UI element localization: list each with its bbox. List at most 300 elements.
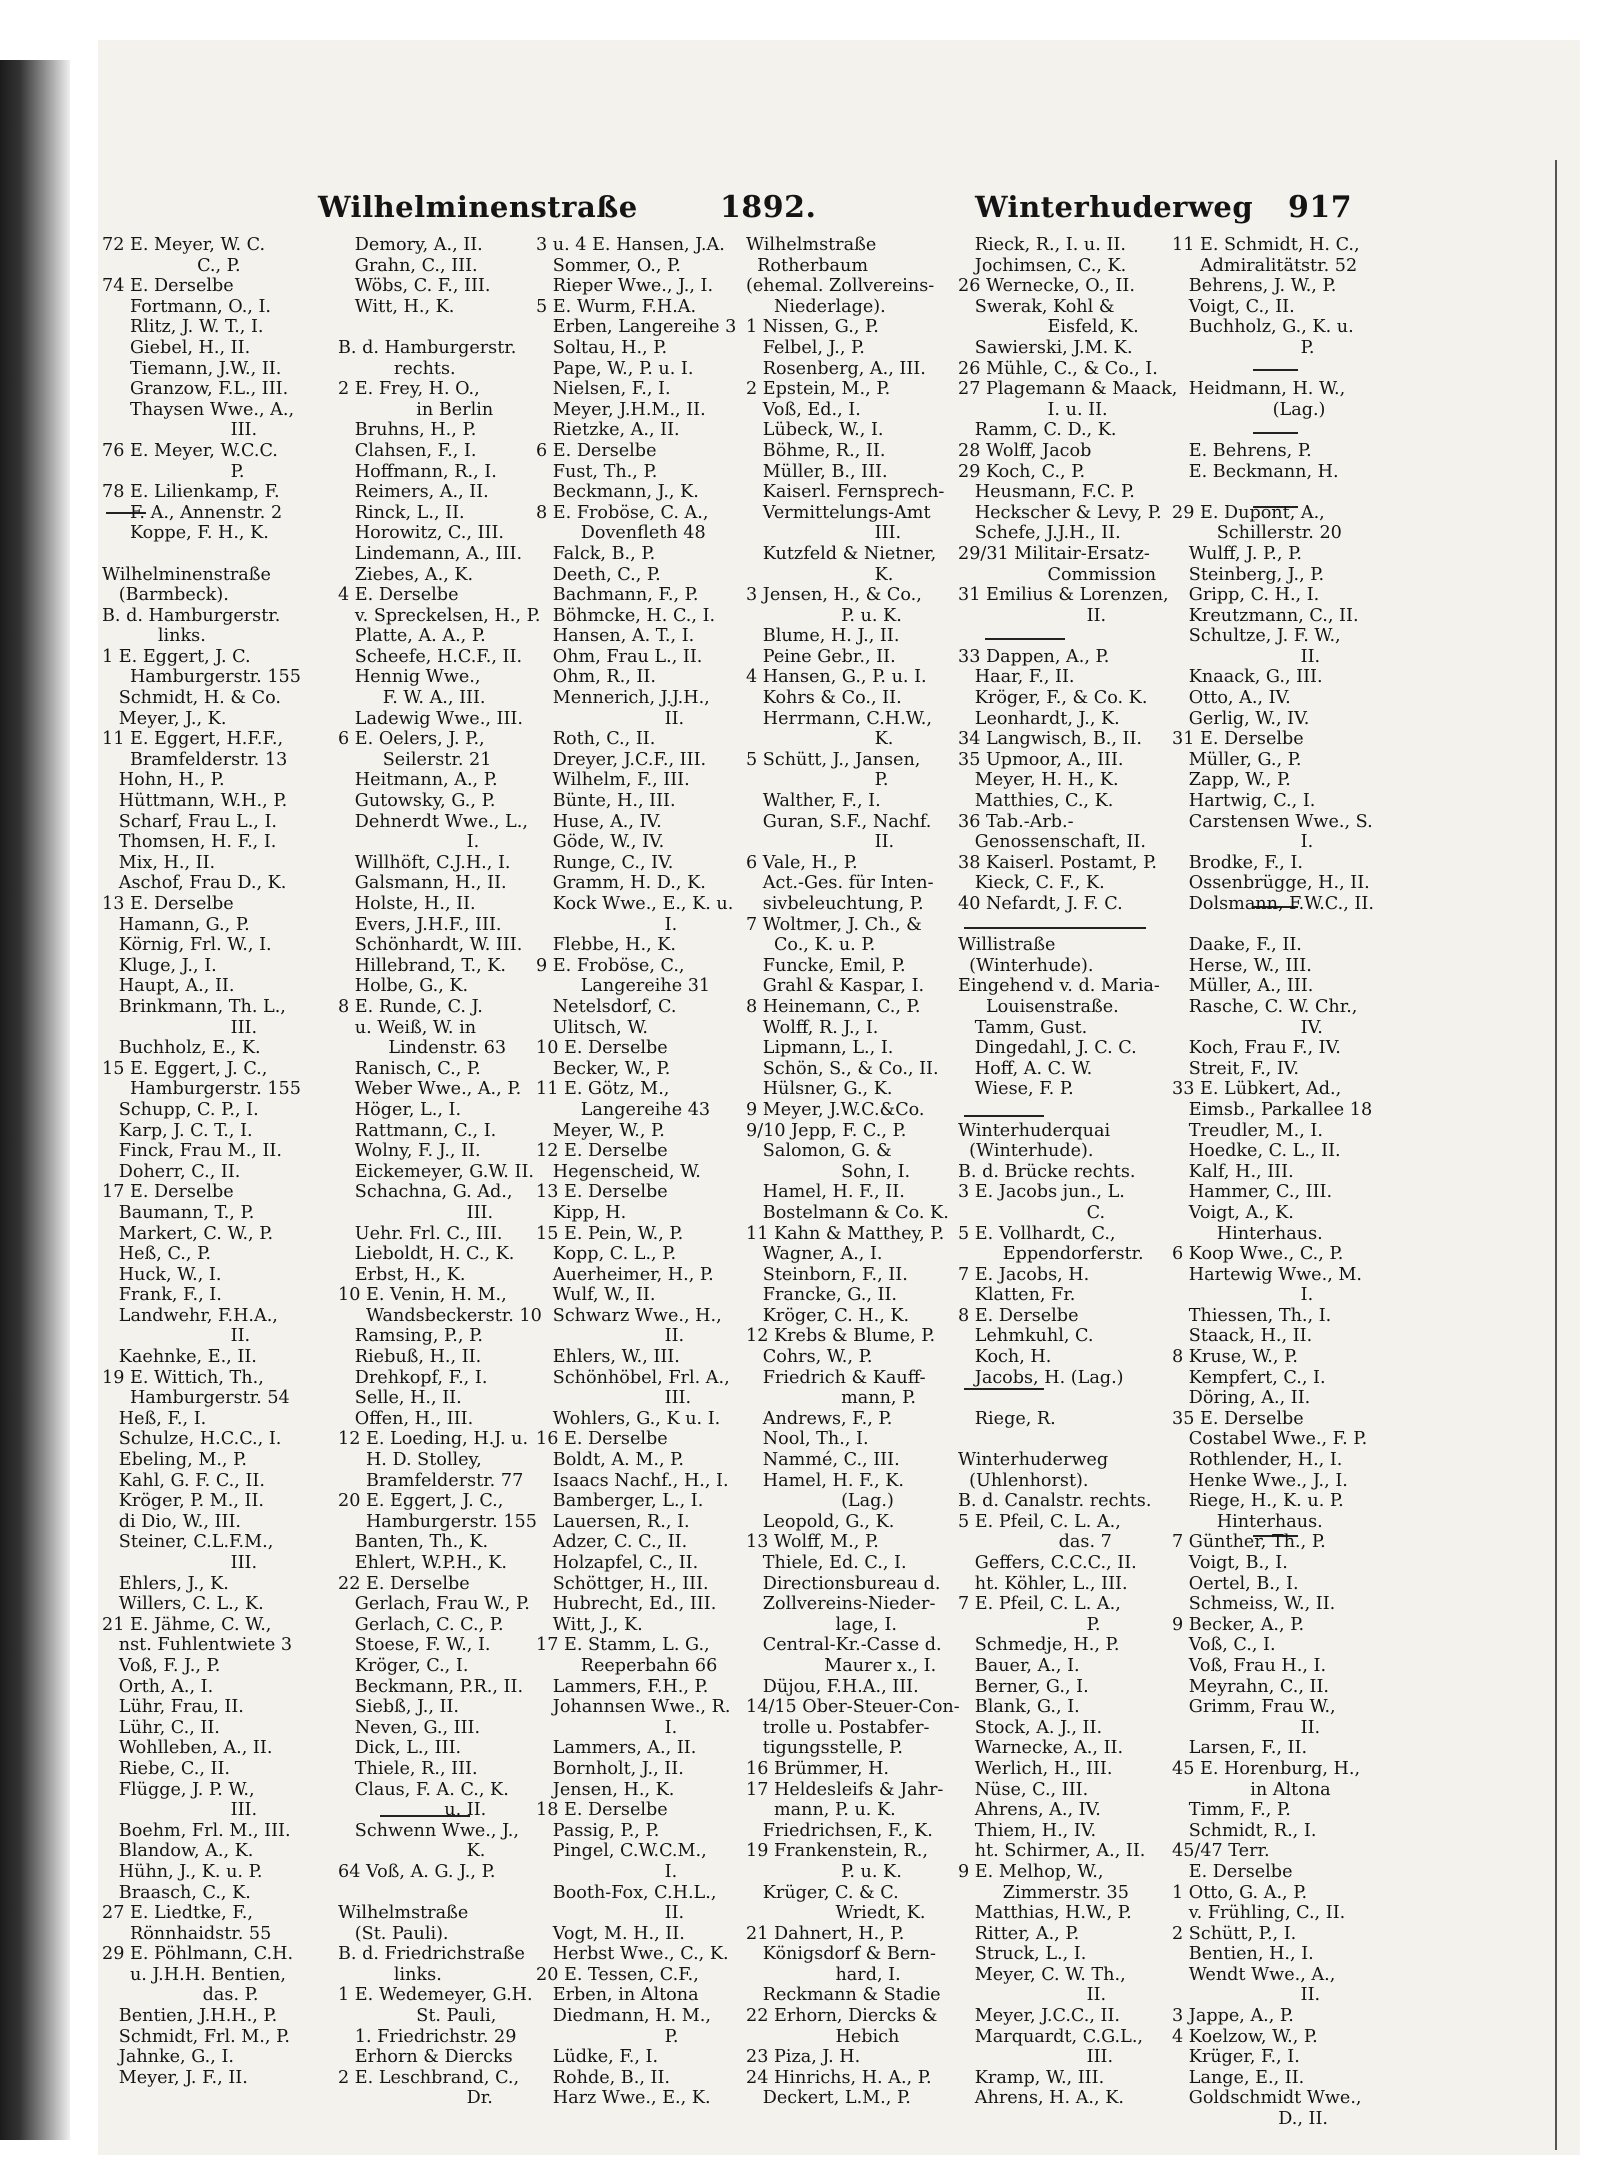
directory-line: K. (746, 729, 894, 750)
directory-line: Struck, L., I. (958, 1944, 1087, 1965)
directory-line: Zollvereins-Nieder- (746, 1594, 936, 1615)
directory-line: Hoedke, C. L., II. (1172, 1141, 1341, 1162)
directory-line: Wendt Wwe., A., (1172, 1964, 1336, 1985)
directory-line (102, 544, 314, 565)
directory-line: Kutzfeld & Nietner, (746, 543, 937, 564)
directory-line: 1 E. Eggert, J. C. (102, 646, 251, 667)
directory-line: Isaacs Nachf., H., I. (536, 1470, 729, 1491)
directory-line: Daake, F., II. (1172, 935, 1302, 956)
directory-line: Kock Wwe., E., K. u. (536, 894, 734, 914)
directory-line: u. Weiß, W. in (338, 1017, 477, 1038)
directory-line: 23 Piza, J. H. (746, 2047, 861, 2068)
directory-line: ht. Schirmer, A., II. (958, 1841, 1146, 1862)
directory-line: III. (102, 1553, 258, 1573)
directory-line: Grahn, C., III. (338, 255, 478, 276)
directory-line: (ehemal. Zollvereins- (746, 276, 935, 297)
directory-line: 45 E. Horenburg, H., (1172, 1758, 1361, 1779)
directory-line: in Berlin (338, 399, 494, 420)
directory-line: Diedmann, H. M., (536, 2006, 711, 2027)
directory-line: Höger, L., I. (338, 1099, 462, 1120)
directory-line: Louisenstraße. (958, 996, 1119, 1017)
directory-line: 5 E. Vollhardt, C., (958, 1223, 1116, 1244)
directory-line: P. (1172, 337, 1315, 358)
directory-line: 4 Koelzow, W., P. (1172, 2026, 1318, 2047)
directory-line: Eickemeyer, G.W. II. (338, 1161, 534, 1182)
directory-line: II. (536, 708, 685, 729)
directory-line: E. Behrens, P. (1172, 440, 1312, 461)
directory-line: Meyer, J., K. (102, 708, 227, 729)
directory-line (1172, 915, 1362, 936)
directory-line: Boehm, Frl. M., III. (102, 1820, 291, 1841)
directory-line: 29/31 Militair-Ersatz- (958, 543, 1150, 564)
directory-line: Dr. (338, 2088, 493, 2109)
directory-line: Gerlig, W., IV. (1172, 708, 1310, 729)
directory-line: 20 E. Tessen, C.F., (536, 1964, 699, 1985)
directory-line: Treudler, M., I. (1172, 1120, 1323, 1141)
directory-line: 3 Jensen, H., & Co., (746, 585, 922, 606)
directory-line: Bruhns, H., P. (338, 420, 477, 441)
directory-line: IV. (1172, 1017, 1323, 1038)
directory-line: Schulze, H.C.C., I. (102, 1429, 282, 1450)
directory-line: Wilhelmstraße (338, 1903, 469, 1924)
directory-line: K. (338, 1841, 486, 1862)
directory-line: 17 Heldesleifs & Jahr- (746, 1779, 944, 1800)
directory-line: Hoff, A. C. W. (958, 1058, 1093, 1079)
directory-line (958, 1429, 1145, 1450)
directory-line: Doherr, C., II. (102, 1161, 241, 1182)
directory-line: Granzow, F.L., III. (102, 379, 289, 400)
directory-line: Gerlach, Frau W., P. (338, 1594, 530, 1615)
directory-line: Lieboldt, H. C., K. (338, 1244, 515, 1265)
directory-line: 20 E. Eggert, J. C., (338, 1491, 504, 1512)
directory-line: Koch, Frau F., IV. (1172, 1038, 1341, 1059)
directory-line: Wiese, F. P. (958, 1079, 1074, 1100)
directory-line: Kopp, C. L., P. (536, 1244, 677, 1265)
directory-line: Huse, A., IV. (536, 811, 662, 832)
directory-line: 1 E. Wedemeyer, G.H. (338, 1985, 533, 2006)
directory-line: 17 E. Derselbe (102, 1182, 234, 1203)
directory-line: Meyer, J.H.M., II. (536, 399, 706, 420)
directory-line: Wriedt, K. (746, 1903, 926, 1924)
directory-line: Klatten, Fr. (958, 1285, 1076, 1306)
directory-line: Göde, W., IV. (536, 832, 665, 853)
directory-line: Francke, G., II. (746, 1285, 898, 1306)
directory-line: Streit, F., IV. (1172, 1058, 1300, 1079)
directory-line: Peine Gebr., II. (746, 646, 896, 667)
directory-line: 28 Wolff, Jacob (958, 440, 1092, 461)
directory-line: Gripp, C. H., I. (1172, 585, 1320, 606)
directory-line: 34 Langwisch, B., II. (958, 729, 1143, 750)
directory-line: (Uhlenhorst). (958, 1470, 1089, 1491)
directory-line: II. (1172, 646, 1321, 667)
directory-line: 9 E. Froböse, C., (536, 955, 685, 976)
directory-line: Erbst, H., K. (338, 1264, 466, 1285)
directory-line: 8 E. Derselbe (958, 1305, 1079, 1326)
directory-line: Kempfert, C., I. (1172, 1367, 1326, 1388)
directory-line: Seilerstr. 21 (338, 749, 492, 770)
directory-line: Oertel, B., I. (1172, 1573, 1299, 1594)
directory-line: Uehr. Frl. C., III. (338, 1223, 503, 1244)
directory-line: 35 E. Derselbe (1172, 1408, 1304, 1429)
directory-line: Ahrens, H. A., K. (958, 2088, 1124, 2109)
directory-line: Funcke, Emil, P. (746, 955, 906, 976)
directory-line: Lange, E., II. (1172, 2067, 1305, 2088)
directory-line: C. (958, 1202, 1106, 1223)
scan-binding-shadow (0, 60, 70, 2140)
running-head-year: 1892. (720, 190, 817, 225)
directory-line: Langereihe 31 (536, 976, 711, 997)
directory-line: Swerak, Kohl & (958, 296, 1115, 317)
directory-line: links. (338, 1964, 442, 1985)
directory-line: Wagner, A., I. (746, 1244, 883, 1265)
directory-line: Ossenbrügge, H., II. (1172, 873, 1370, 894)
directory-line: Passig, P., P. (536, 1820, 660, 1841)
directory-line: H. D. Stolley, (338, 1450, 482, 1471)
directory-line: Winterhuderquai (958, 1120, 1111, 1141)
directory-line: (Barmbeck). (102, 585, 229, 606)
directory-line: Jacobs, H. (Lag.) (958, 1367, 1124, 1388)
directory-line: Körnig, Frl. W., I. (102, 935, 272, 956)
directory-line: Langereihe 43 (536, 1099, 711, 1120)
directory-line: Kohrs & Co., II. (746, 688, 902, 709)
directory-line: P. (102, 461, 245, 482)
directory-line: Müller, A., III. (1172, 976, 1314, 997)
directory-line: Beckmann, J., K. (536, 482, 699, 503)
directory-line: P. (958, 1614, 1101, 1635)
directory-line: Lammers, F.H., P. (536, 1676, 709, 1697)
directory-line: 7 E. Pfeil, C. L. A., (958, 1594, 1121, 1615)
directory-line: 7 Woltmer, J. Ch., & (746, 914, 922, 935)
directory-line: Wilhelm, F., III. (536, 770, 690, 791)
directory-line: Ebeling, M., P. (102, 1450, 247, 1471)
directory-line: P. (746, 770, 889, 791)
directory-line: Schmidt, R., I. (1172, 1820, 1317, 1841)
directory-line: Kipp, H. (536, 1202, 627, 1223)
directory-line: 72 E. Meyer, W. C. (102, 235, 266, 255)
directory-line: B. d. Friedrichstraße (338, 1944, 525, 1965)
directory-line: Sawierski, J.M. K. (958, 337, 1133, 358)
directory-line: v. Spreckelsen, H., P. (338, 605, 541, 626)
directory-line: Hamel, H. F., II. (746, 1182, 905, 1203)
directory-line: Schupp, C. P., I. (102, 1099, 259, 1120)
directory-line: Schefe, J.J.H., II. (958, 523, 1121, 544)
directory-line: Deckert, L.M., P. (746, 2088, 911, 2109)
directory-line: Roth, C., II. (536, 729, 656, 750)
directory-line: 22 Erhorn, Diercks & (746, 2006, 938, 2027)
directory-line: Krüger, F., I. (1172, 2047, 1300, 2068)
directory-line: rechts. (338, 358, 456, 379)
directory-line: II. (746, 832, 895, 853)
directory-line: Thiessen, Th., I. (1172, 1305, 1332, 1326)
directory-line: Matthies, C., K. (958, 791, 1114, 812)
directory-line: Buchholz, G., K. u. (1172, 317, 1354, 338)
directory-line: Dreyer, J.C.F., III. (536, 749, 707, 770)
directory-line: B. d. Brücke rechts. (958, 1161, 1136, 1182)
directory-line: C., P. (102, 255, 241, 276)
directory-line: Rotherbaum (746, 255, 869, 276)
directory-line: Meyer, J. F., II. (102, 2067, 248, 2088)
directory-line: Siebß, J., II. (338, 1697, 460, 1718)
directory-line: Kröger, F., & Co. K. (958, 688, 1148, 709)
directory-line: K. (746, 564, 894, 585)
directory-line: III. (536, 1388, 692, 1409)
directory-line: 8 Kruse, W., P. (1172, 1347, 1298, 1368)
directory-line: Andrews, F., P. (746, 1408, 893, 1429)
directory-line: tigungsstelle, P. (746, 1738, 903, 1759)
running-head-right: Winterhuderweg (975, 190, 1254, 224)
directory-line: Giebel, H., II. (102, 337, 251, 358)
directory-line: Hennig Wwe., (338, 667, 481, 688)
directory-line: Finck, Frau M., II. (102, 1141, 282, 1162)
directory-line: Kröger, C. H., K. (746, 1305, 910, 1326)
directory-line: Deeth, C., P. (536, 564, 661, 585)
directory-line: Nool, Th., I. (746, 1429, 869, 1450)
directory-line: Hüttmann, W.H., P. (102, 791, 288, 812)
directory-line: 8 Heinemann, C., P. (746, 996, 921, 1017)
directory-line: sivbeleuchtung, P. (746, 894, 924, 914)
directory-line: Ohm, R., II. (536, 667, 656, 688)
directory-line: 15 E. Pein, W., P. (536, 1223, 684, 1244)
directory-line: 33 E. Lübkert, Ad., (1172, 1079, 1342, 1100)
page-number: 917 (1288, 190, 1353, 225)
directory-line: Flebbe, H., K. (536, 935, 677, 956)
page-right-edge (1555, 160, 1557, 2150)
directory-line: Ulitsch, W. (536, 1017, 648, 1038)
directory-line: I. (536, 914, 678, 935)
directory-line: Ladewig Wwe., III. (338, 708, 523, 729)
directory-line: Kahl, G. F. C., II. (102, 1470, 265, 1491)
directory-line: Schönhardt, W. III. (338, 935, 523, 956)
directory-line: Koppe, F. H., K. (102, 523, 269, 544)
directory-line: 7 E. Jacobs, H. (958, 1264, 1090, 1285)
directory-line: Erben, in Altona (536, 1985, 699, 2006)
directory-line: Schultze, J. F. W., (1172, 626, 1341, 647)
directory-line: 2 Epstein, M., P. (746, 379, 891, 400)
directory-line: Blank, G., I. (958, 1697, 1080, 1718)
directory-line: Bramfelderstr. 77 (338, 1470, 524, 1491)
directory-line: Harz Wwe., E., K. (536, 2088, 711, 2109)
directory-line: Wolff, R. J., I. (746, 1017, 879, 1038)
directory-line: Bentien, H., I. (1172, 1944, 1314, 1965)
directory-line: I. (536, 1717, 678, 1738)
directory-line: Geffers, C.C.C., II. (958, 1553, 1137, 1573)
directory-line: Rasche, C. W. Chr., (1172, 996, 1358, 1017)
directory-line: in Altona (1172, 1779, 1331, 1800)
directory-line: Otto, A., IV. (1172, 688, 1291, 709)
directory-line: Falck, B., P. (536, 543, 656, 564)
directory-column-3 (536, 235, 737, 2109)
directory-line: Voigt, B., I. (1172, 1553, 1288, 1573)
directory-line: Lühr, C., II. (102, 1717, 220, 1738)
directory-line: 19 E. Wittich, Th., (102, 1367, 264, 1388)
directory-line: Rinck, L., II. (338, 502, 465, 523)
directory-line: Heckscher & Levy, P. (958, 502, 1162, 523)
directory-line: Lammers, A., II. (536, 1738, 697, 1759)
directory-line: das. 7 (958, 1532, 1112, 1553)
directory-line: Gramm, H. D., K. (536, 873, 706, 894)
directory-line: Ehlers, J., K. (102, 1573, 229, 1594)
directory-line: Matthias, H.W., P. (958, 1903, 1132, 1924)
directory-line: Heitmann, A., P. (338, 770, 498, 791)
directory-line: u. J.H.H. Bentien, (102, 1964, 286, 1985)
directory-line: Riebe, C., II. (102, 1758, 231, 1779)
directory-line: Herrmann, C.H.W., (746, 708, 932, 729)
directory-line: Riege, R. (958, 1408, 1056, 1429)
directory-line: 12 E. Loeding, H.J. u. (338, 1429, 529, 1450)
directory-line: Sommer, O., P. (536, 255, 681, 276)
directory-line: Voigt, A., K. (1172, 1202, 1294, 1223)
directory-line: Aschof, Frau D., K. (102, 873, 287, 894)
directory-line: Lehmkuhl, C. (958, 1326, 1094, 1347)
directory-line: Salomon, G. & (746, 1141, 892, 1162)
directory-line: Lüdke, F., I. (536, 2047, 659, 2068)
directory-line: Act.-Ges. für Inten- (746, 873, 934, 894)
directory-line: Kröger, P. M., II. (102, 1491, 265, 1512)
directory-line: Mennerich, J.J.H., (536, 688, 710, 709)
directory-line: Wilhelminenstraße (102, 564, 271, 585)
directory-line: Neven, G., III. (338, 1717, 481, 1738)
directory-line: 26 Wernecke, O., II. (958, 276, 1135, 297)
directory-line: di Dio, W., III. (102, 1511, 241, 1532)
directory-line: Leopold, G., K. (746, 1511, 895, 1532)
directory-line: Hoffmann, R., I. (338, 461, 497, 482)
directory-line: Ehlers, W., III. (536, 1347, 680, 1368)
directory-line: II. (958, 1985, 1107, 2006)
directory-line: Adzer, C. C., II. (536, 1532, 688, 1553)
directory-line: 18 E. Derselbe (536, 1800, 668, 1821)
directory-line: 74 E. Derselbe (102, 276, 234, 297)
directory-line: Lübeck, W., I. (746, 420, 884, 441)
directory-line: Meyer, H. H., K. (958, 770, 1119, 791)
directory-line (1172, 482, 1362, 503)
directory-line: 9 E. Melhop, W., (958, 1861, 1104, 1882)
directory-line: Gerlach, C. C., P. (338, 1614, 504, 1635)
directory-line: links. (102, 626, 206, 647)
directory-line: Rönnhaidstr. 55 (102, 1923, 272, 1944)
directory-line: Hamburgerstr. 155 (102, 667, 301, 688)
directory-line: 31 E. Derselbe (1172, 729, 1304, 750)
directory-line: Hamburgerstr. 155 (338, 1511, 537, 1532)
directory-line: Clahsen, F., I. (338, 440, 477, 461)
directory-line: Herbst Wwe., C., K. (536, 1944, 729, 1965)
directory-line (958, 1388, 1145, 1409)
directory-line: Thiele, Ed. C., I. (746, 1553, 907, 1573)
directory-line: III. (102, 420, 258, 441)
directory-line: Hinterhaus. (1172, 1223, 1323, 1244)
directory-line: Schwarz Wwe., H., (536, 1305, 722, 1326)
directory-line: II. (1172, 1985, 1321, 2006)
directory-line: Lühr, Frau, II. (102, 1697, 244, 1718)
directory-line: Baumann, T., P. (102, 1202, 255, 1223)
directory-line: Marquardt, C.G.L., (958, 2026, 1144, 2047)
directory-line: 3 Jappe, A., P. (1172, 2006, 1294, 2027)
directory-line: Erhorn & Diercks (338, 2047, 513, 2068)
directory-line: Schönhöbel, Frl. A., (536, 1367, 730, 1388)
directory-line: Felbel, J., P. (746, 337, 865, 358)
directory-line: 9 Meyer, J.W.C.&Co. (746, 1099, 925, 1120)
directory-line: Braasch, C., K. (102, 1882, 251, 1903)
directory-line: Orth, A., I. (102, 1676, 214, 1697)
directory-line: 4 E. Derselbe (338, 585, 459, 606)
directory-column-5 (958, 235, 1178, 2109)
directory-line: Platte, A. A., P. (338, 626, 486, 647)
directory-line: Fortmann, O., I. (102, 296, 272, 317)
directory-line: 6 E. Derselbe (536, 440, 657, 461)
directory-line: 12 E. Derselbe (536, 1141, 668, 1162)
directory-line: Voigt, C., II. (1172, 296, 1295, 317)
directory-line: Brinkmann, Th. L., (102, 996, 286, 1017)
directory-line: Meyrahn, C., II. (1172, 1676, 1329, 1697)
directory-line: Schmidt, Frl. M., P. (102, 2026, 290, 2047)
directory-line: P. u. K. (746, 605, 902, 626)
directory-line: Berner, G., I. (958, 1676, 1089, 1697)
directory-line: 1. Friedrichstr. 29 (338, 2026, 517, 2047)
directory-line: Hohn, H., P. (102, 770, 225, 791)
directory-line: 36 Tab.-Arb.- (958, 811, 1074, 832)
directory-column-1 (102, 235, 314, 2088)
directory-line: Ahrens, A., IV. (958, 1800, 1101, 1821)
directory-line: Heusmann, F.C. P. (958, 482, 1135, 503)
directory-line: (Lag.) (1172, 399, 1326, 420)
directory-line: Scheefe, H.C.F., II. (338, 646, 523, 667)
directory-line: Werlich, H., III. (958, 1758, 1113, 1779)
directory-line: Lauersen, R., I. (536, 1511, 690, 1532)
directory-line: Demory, A., II. (338, 235, 483, 255)
directory-line: Warnecke, A., II. (958, 1738, 1124, 1759)
directory-line: Kröger, C., I. (338, 1655, 469, 1676)
directory-line: Schmeiss, W., II. (1172, 1594, 1336, 1615)
directory-line: Admiralitätstr. 52 (1172, 255, 1358, 276)
directory-line: Eimsb., Parkallee 18 (1172, 1099, 1373, 1120)
directory-line: das. P. (102, 1985, 259, 2006)
directory-line: Leonhardt, J., K. (958, 708, 1120, 729)
directory-line: St. Pauli, (338, 2006, 497, 2027)
directory-line (958, 915, 1145, 936)
directory-line: Nielsen, F., I. (536, 379, 671, 400)
directory-line: Commission (958, 564, 1157, 585)
directory-line: Hartwig, C., I. (1172, 791, 1316, 812)
directory-line: D., II. (1172, 2109, 1329, 2130)
directory-line: Haar, F., II. (958, 667, 1075, 688)
directory-line: ht. Köhler, L., III. (958, 1573, 1128, 1594)
directory-line: Hartewig Wwe., M. (1172, 1264, 1362, 1285)
directory-line: Bamberger, L., I. (536, 1491, 704, 1512)
directory-line: Bentien, J.H.H., P. (102, 2006, 278, 2027)
directory-line: Auerheimer, H., P. (536, 1264, 714, 1285)
directory-line: Schöttger, H., III. (536, 1573, 709, 1594)
directory-line: Voß, Frau H., I. (1172, 1655, 1327, 1676)
directory-line: lage, I. (746, 1614, 897, 1635)
directory-line: Herse, W., III. (1172, 955, 1312, 976)
directory-line: Witt, H., K. (338, 296, 455, 317)
directory-line: Hammer, C., III. (1172, 1182, 1333, 1203)
directory-line: Schön, S., & Co., II. (746, 1058, 939, 1079)
directory-line: B. d. Hamburgerstr. (102, 605, 281, 626)
directory-line: 1 Nissen, G., P. (746, 317, 879, 338)
directory-line: 11 E. Schmidt, H. C., (1172, 235, 1360, 255)
directory-line: 6 Koop Wwe., C., P. (1172, 1244, 1344, 1265)
directory-line: nst. Fuhlentwiete 3 (102, 1635, 293, 1656)
directory-line: Sohn, I. (746, 1161, 911, 1182)
directory-line: Behrens, J. W., P. (1172, 276, 1337, 297)
directory-line: F. W. A., III. (338, 688, 486, 709)
directory-line: 3 u. 4 E. Hansen, J.A. (536, 235, 725, 255)
directory-line: Lindemann, A., III. (338, 543, 523, 564)
directory-line: Ehlert, W.P.H., K. (338, 1553, 507, 1573)
directory-line: II. (536, 1903, 685, 1924)
directory-line: Hinterhaus. (1172, 1511, 1323, 1532)
directory-line: Blume, H. J., II. (746, 626, 900, 647)
